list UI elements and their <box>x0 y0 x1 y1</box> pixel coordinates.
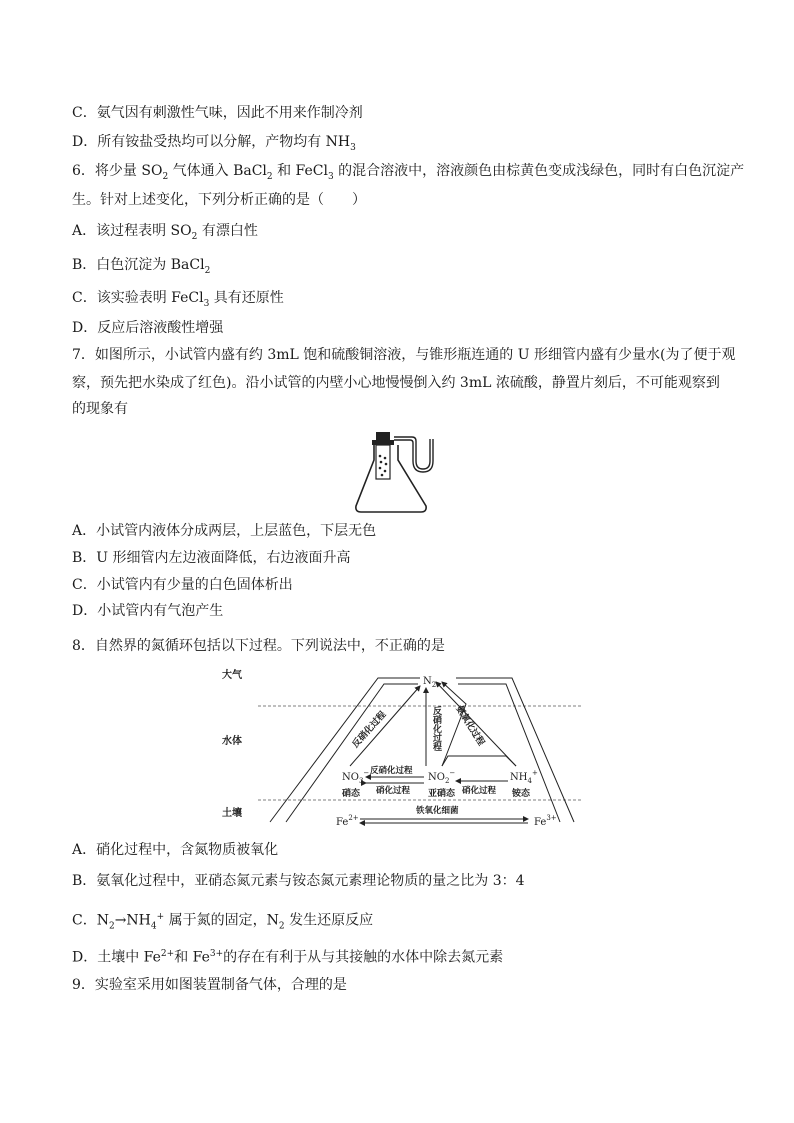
q5-option-c: C．氨气因有刺激性气味，因此不用来作制冷剂 <box>72 105 363 121</box>
label-anammox: 氨氧化过程 <box>453 704 486 748</box>
arrow-anammox <box>442 682 466 766</box>
outer-right-edge <box>456 678 574 822</box>
layer-soil-label: 土壤 <box>222 808 242 819</box>
arrow-nh4-nitrification-arc <box>442 756 516 766</box>
arrow-nh4-to-n2 <box>436 682 516 766</box>
q7-stem-line1: 7．如图所示，小试管内盛有约 3mL 饱和硫酸铜溶液，与锥形瓶连通的 U 形细管内盛有少量水(为了便于观 <box>72 347 736 363</box>
q8-option-c: C．$N_2\to NH_4^+$ 属于氮的固定，$N_2$ 发生还原反应 <box>72 912 374 932</box>
no3-state-label: 硝态 <box>342 789 361 799</box>
label-denitrification-horizontal: 反硝化过程 <box>370 766 413 776</box>
nh4-node: $NH_4^+$ <box>510 769 538 785</box>
q7-stem-line3: 的现象有 <box>72 401 128 417</box>
q6-option-a: A．该过程表明 $SO_2$ 有漂白性 <box>72 223 258 242</box>
q7-option-c: C．小试管内有少量的白色固体析出 <box>72 577 293 593</box>
nitrogen-cycle-diagram <box>220 662 595 830</box>
label-denitrification-diagonal: 反硝化过程 <box>350 709 389 751</box>
q6-option-b: B．白色沉淀为 BaCl$_2$ <box>72 257 211 276</box>
q8-option-b: B．氨氧化过程中，亚硝态氮元素与铵态氮元素理论物质的量之比为 3：4 <box>72 873 525 889</box>
q5-option-d: D．所有铵盐受热均可以分解，产物均有 $NH_3$ <box>72 134 356 153</box>
q6-stem-line2: 生。针对上述变化，下列分析正确的是（ ） <box>72 192 366 208</box>
flask-apparatus-figure <box>352 426 446 516</box>
q7-stem-line2: 察，预先把水染成了红色)。沿小试管的内壁小心地慢慢倒入约 3mL 浓硫酸，静置片刻后，不可能观察到 <box>72 375 720 391</box>
q7-option-b: B．U 形细管内左边液面降低，右边液面升高 <box>72 550 351 566</box>
label-iron-bacteria: 铁氧化细菌 <box>416 806 459 816</box>
no2-state-label: 亚硝态 <box>428 789 456 799</box>
label-nitrification-right: 硝化过程 <box>462 786 497 796</box>
q9-stem: 9．实验室采用如图装置制备气体，合理的是 <box>72 977 347 993</box>
fe2-node: $Fe^{2+}$ <box>336 814 359 828</box>
arrow-no3-to-n2 <box>350 686 420 766</box>
layer-air-label: 大气 <box>222 670 242 681</box>
q6-option-c: C．该实验表明 FeCl$_3$ 具有还原性 <box>72 290 284 309</box>
layer-water-label: 水体 <box>222 736 242 747</box>
q8-option-a: A．硝化过程中，含氮物质被氧化 <box>72 842 279 858</box>
q7-option-a: A．小试管内液体分成两层，上层蓝色，下层无色 <box>72 523 377 539</box>
q8-option-d: D．土壤中 $Fe^{2+}$和 $Fe^{3+}$的存在有利于从与其接触的水体中除去氮元素 <box>72 949 504 966</box>
n2-node: $N_2$ <box>423 676 437 689</box>
outer-left-edge <box>270 678 420 822</box>
fe3-node: $Fe^{3+}$ <box>534 814 557 828</box>
no3-node: $NO_3^-$ <box>342 769 370 785</box>
q7-option-d: D．小试管内有气泡产生 <box>72 603 224 619</box>
q6-option-d: D．反应后溶液酸性增强 <box>72 320 224 336</box>
nh4-state-label: 铵态 <box>512 789 531 799</box>
inner-left-edge <box>286 684 418 822</box>
label-nitrification-left: 硝化过程 <box>376 786 411 796</box>
q6-stem-line1: 6．将少量 $SO_2$ 气体通入 BaCl$_2$ 和 FeCl$_3$ 的混合溶液中，溶液颜色由棕黄色变成浅绿色，同时有白色沉淀产 <box>72 163 745 182</box>
no2-node: $NO_2^-$ <box>428 769 456 785</box>
label-denitrification-vertical: 反硝化过程 <box>431 706 441 751</box>
q8-stem: 8．自然界的氮循环包括以下过程。下列说法中，不正确的是 <box>72 638 445 654</box>
